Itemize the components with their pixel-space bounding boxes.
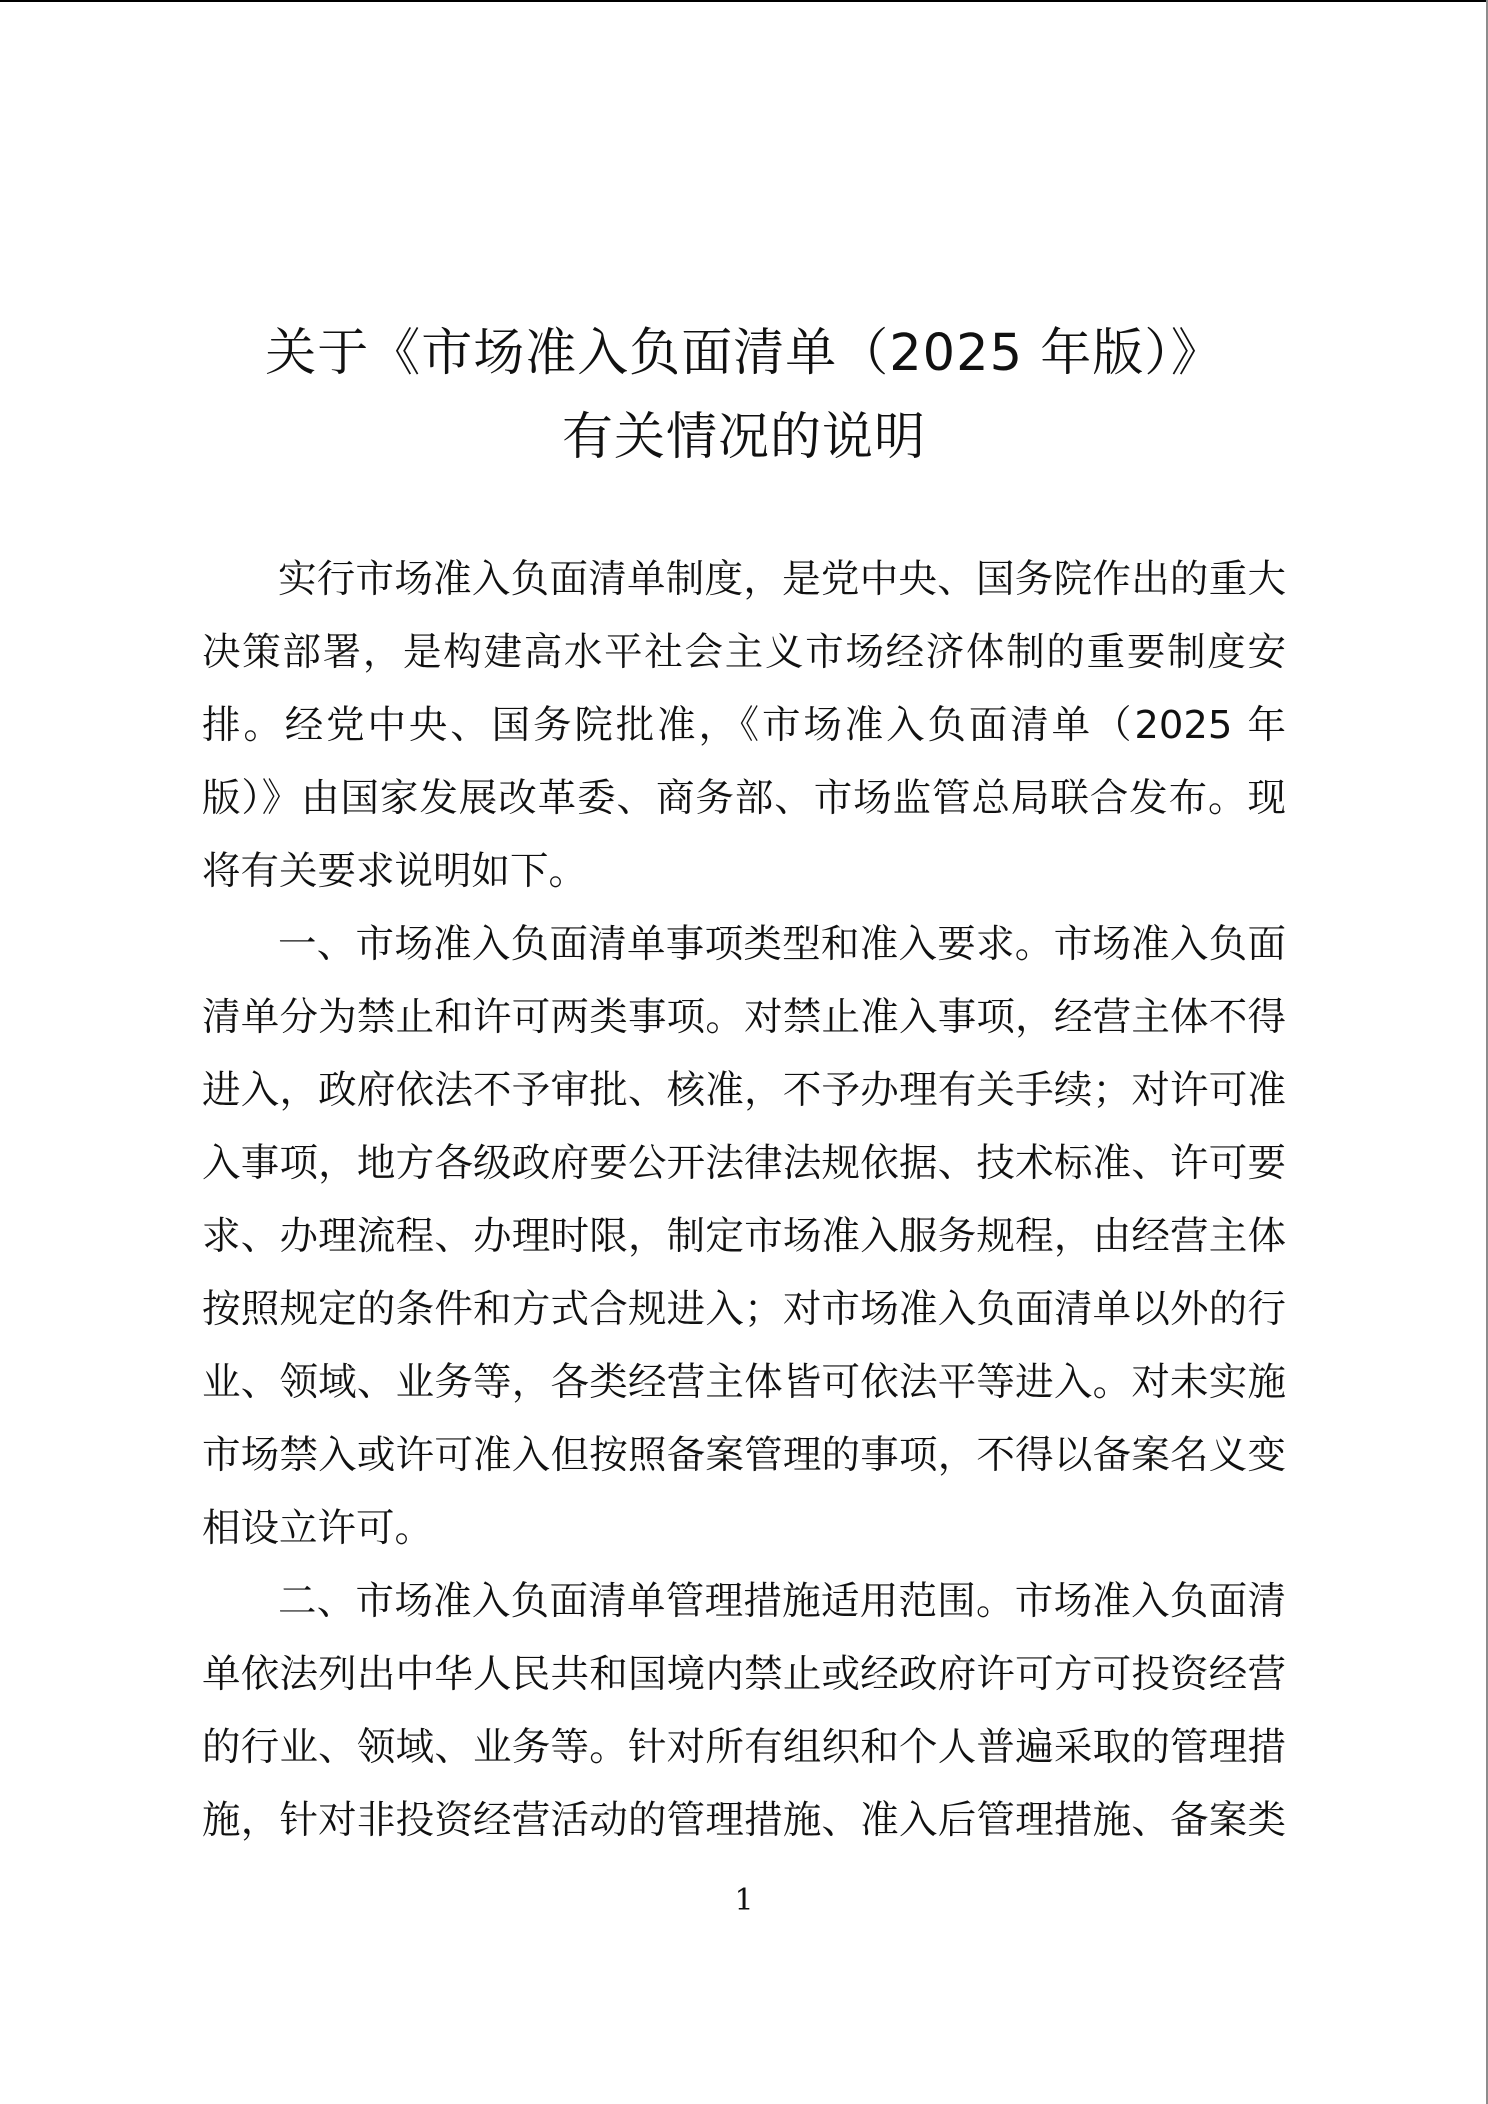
paragraph-3-line-3: 的行业、领域、业务等。针对所有组织和个人普遍采取的管理措 (202, 1725, 1286, 1770)
paragraph-1-line-4: 版）》由国家发展改革委、商务部、市场监管总局联合发布。现 (202, 776, 1286, 821)
document-title-line-2: 有关情况的说明 (561, 408, 926, 467)
paragraph-2-line-2: 清单分为禁止和许可两类事项。对禁止准入事项，经营主体不得 (202, 995, 1286, 1040)
paragraph-1-line-1: 实行市场准入负面清单制度，是党中央、国务院作出的重大 (278, 557, 1286, 602)
paragraph-2-line-3: 进入，政府依法不予审批、核准，不予办理有关手续；对许可准 (202, 1068, 1286, 1113)
paragraph-2-line-7: 业、领域、业务等，各类经营主体皆可依法平等进入。对未实施 (202, 1360, 1286, 1405)
paragraph-3-line-1: 二、市场准入负面清单管理措施适用范围。市场准入负面清 (278, 1579, 1286, 1624)
page-number: 1 (734, 1883, 754, 1918)
paragraph-2-line-6: 按照规定的条件和方式合规进入；对市场准入负面清单以外的行 (202, 1287, 1286, 1332)
paragraph-2-line-4: 入事项，地方各级政府要公开法律法规依据、技术标准、许可要 (202, 1141, 1286, 1186)
paragraph-3-line-4: 施，针对非投资经营活动的管理措施、准入后管理措施、备案类 (202, 1798, 1286, 1843)
page-top-border (0, 0, 1488, 2)
paragraph-2-line-5: 求、办理流程、办理时限，制定市场准入服务规程，由经营主体 (202, 1214, 1286, 1259)
paragraph-2-line-1: 一、市场准入负面清单事项类型和准入要求。市场准入负面 (278, 922, 1286, 967)
paragraph-3-line-2: 单依法列出中华人民共和国境内禁止或经政府许可方可投资经营 (202, 1652, 1286, 1697)
document-title-line-1: 关于《市场准入负面清单（2025 年版）》 (265, 324, 1223, 383)
paragraph-1-line-2: 决策部署，是构建高水平社会主义市场经济体制的重要制度安 (202, 630, 1286, 675)
paragraph-2-line-8: 市场禁入或许可准入但按照备案管理的事项，不得以备案名义变 (202, 1433, 1286, 1478)
paragraph-1-line-3: 排。经党中央、国务院批准，《市场准入负面清单（2025 年 (202, 703, 1286, 748)
paragraph-1-line-5: 将有关要求说明如下。 (202, 849, 588, 894)
paragraph-2-line-9: 相设立许可。 (202, 1506, 434, 1551)
